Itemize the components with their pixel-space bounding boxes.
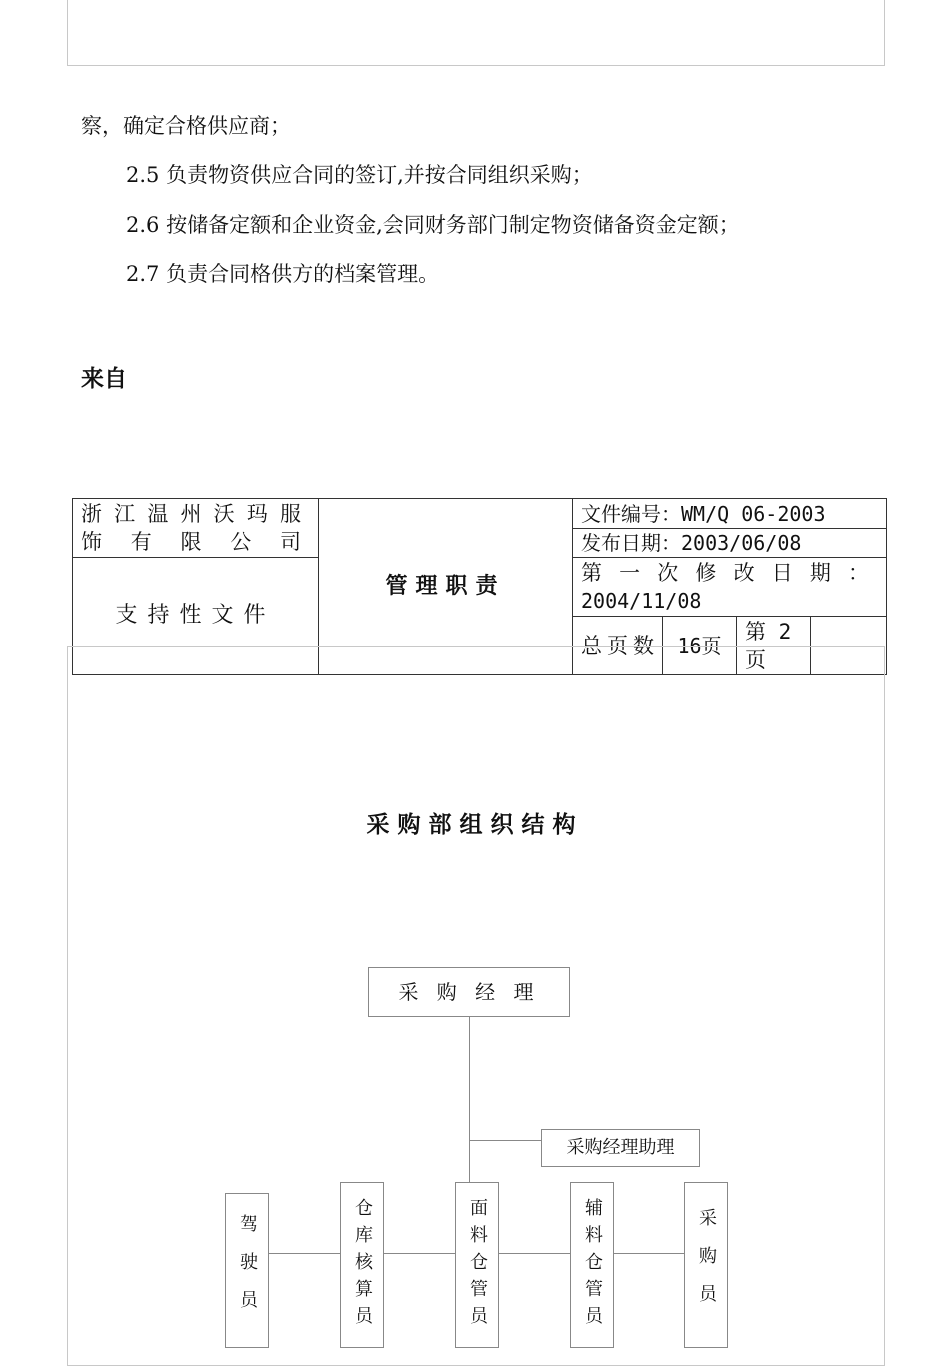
connector-assistant — [469, 1140, 541, 1141]
staff-fabric-keeper-box: 面料仓管员 — [455, 1182, 499, 1348]
company-name: 浙江温州沃玛服饰有限公司 — [73, 499, 319, 558]
assistant-box: 采购经理助理 — [541, 1129, 700, 1167]
staff-purchaser-box: 采购员 — [684, 1182, 728, 1348]
page-number: 第 2 页 — [737, 617, 811, 675]
revision-cell — [573, 558, 887, 617]
staff-accessory-keeper-box: 辅料仓管员 — [570, 1182, 614, 1348]
issue-date: 发布日期：2003/06/08 — [573, 529, 887, 558]
source-heading: 来自 — [81, 366, 127, 392]
total-pages: 16页 — [663, 617, 737, 675]
manager-box: 采 购 经 理 — [368, 967, 570, 1017]
paragraph-1: 察，确定合格供应商； — [81, 114, 291, 138]
doc-title: 管理职责 — [319, 499, 573, 675]
paragraph-2-7: 2.7 负责合同格供方的档案管理。 — [126, 262, 440, 286]
connector-main-vertical — [469, 1016, 470, 1182]
staff-warehouse-accountant-box: 仓库核算员 — [340, 1182, 384, 1348]
doc-type: 支持性文件 — [73, 558, 319, 675]
org-chart-title: 采购部组织结构 — [366, 812, 584, 838]
total-pages-label: 总页数 — [573, 617, 663, 675]
page-frame-top — [67, 0, 885, 66]
paragraph-2-5: 2.5 负责物资供应合同的签订,并按合同组织采购； — [126, 163, 593, 187]
paragraph-2-6: 2.6 按储备定额和企业资金,会同财务部门制定物资储备资金定额； — [126, 213, 740, 237]
revision-label: 第一次修改日期： — [581, 561, 878, 585]
staff-driver-box: 驾驶员 — [225, 1193, 269, 1348]
revision-date: 2004/11/08 — [581, 589, 702, 613]
doc-number: 文件编号：WM/Q 06-2003 — [573, 499, 887, 529]
